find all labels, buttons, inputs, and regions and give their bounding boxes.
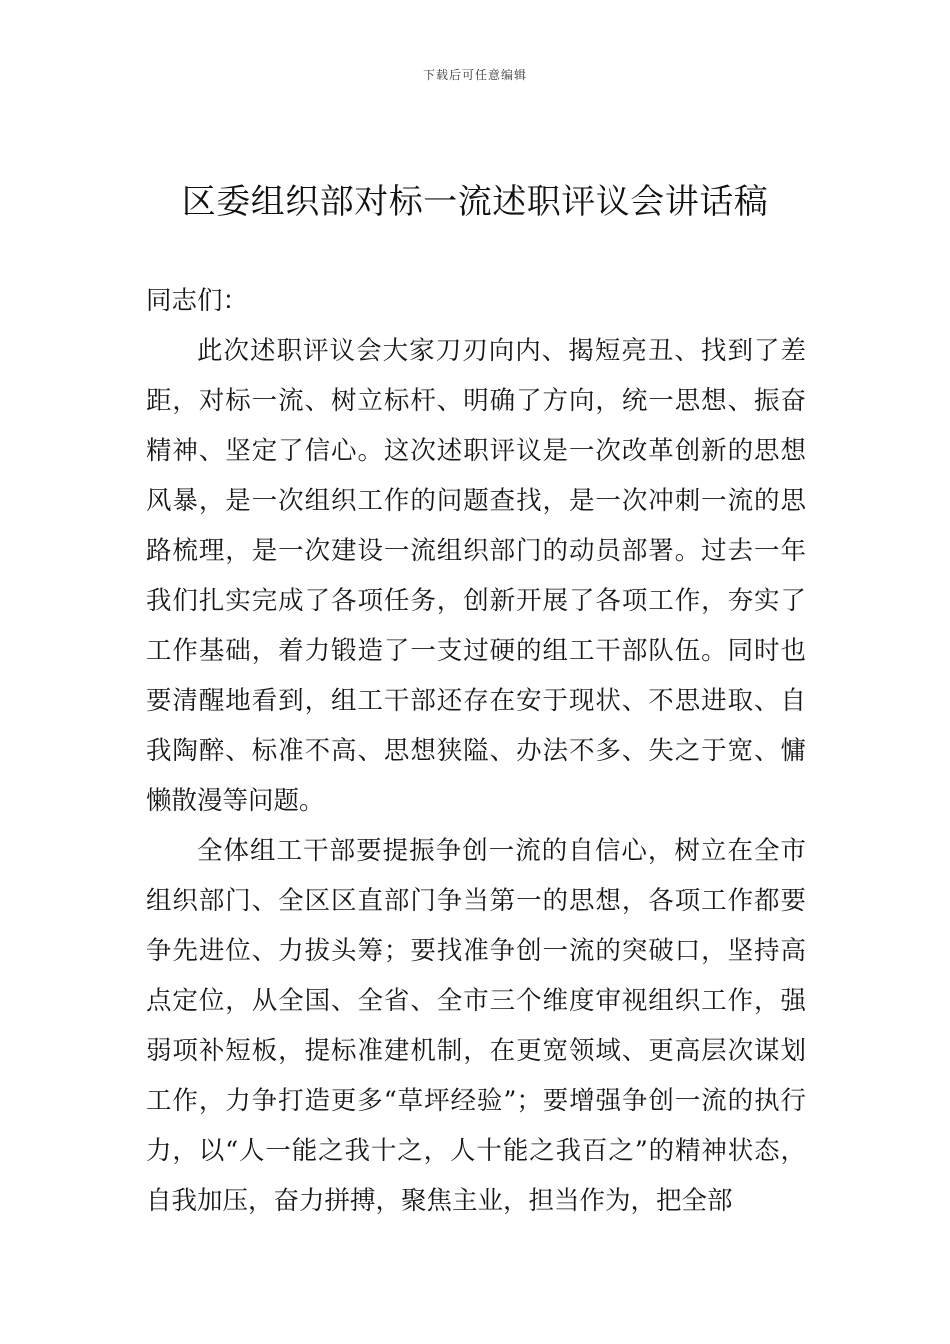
salutation: 同志们： [146, 286, 249, 316]
paragraph-2: 全体组工干部要提振争创一流的自信心，树立在全市组织部门、全区区直部门争当第一的思想，各项工作都要争先进位、力拔头筹；要找准争创一流的突破口，坚持高点定位，从全国、全省、全市三个维度审视组织工作，强弱项补短板，提标准建机制，在更宽领域、更高层次谋划工作，力争打造更多“草坪经验”；要增强争创一流的执行力，以“人一能之我十之，人十能之我百之”的精神状态，自我加压，奋力拼搏，聚焦主业，担当作为，把全部 [146, 836, 806, 1216]
document-title: 区委组织部对标一流述职评议会讲话稿 [181, 182, 769, 222]
header-note: 下载后可任意编辑 [422, 68, 527, 82]
paragraph-1: 此次述职评议会大家刀刃向内、揭短亮丑、找到了差距，对标一流、树立标杆、明确了方向，统一思想、振奋精神、坚定了信心。这次述职评议是一次改革创新的思想风暴，是一次组织工作的问题查找，是一次冲刺一流的思路梳理，是一次建设一流组织部门的动员部署。过去一年我们扎实完成了各项任务，创新开展了各项工作，夯实了工作基础，着力锻造了一支过硬的组工干部队伍。同时也要清醒地看到，组工干部还存在安于现状、不思进取、自我陶醉、标准不高、思想狭隘、办法不多、失之于宽、慵懒散漫等问题。 [146, 336, 806, 816]
document-body [146, 276, 806, 1226]
